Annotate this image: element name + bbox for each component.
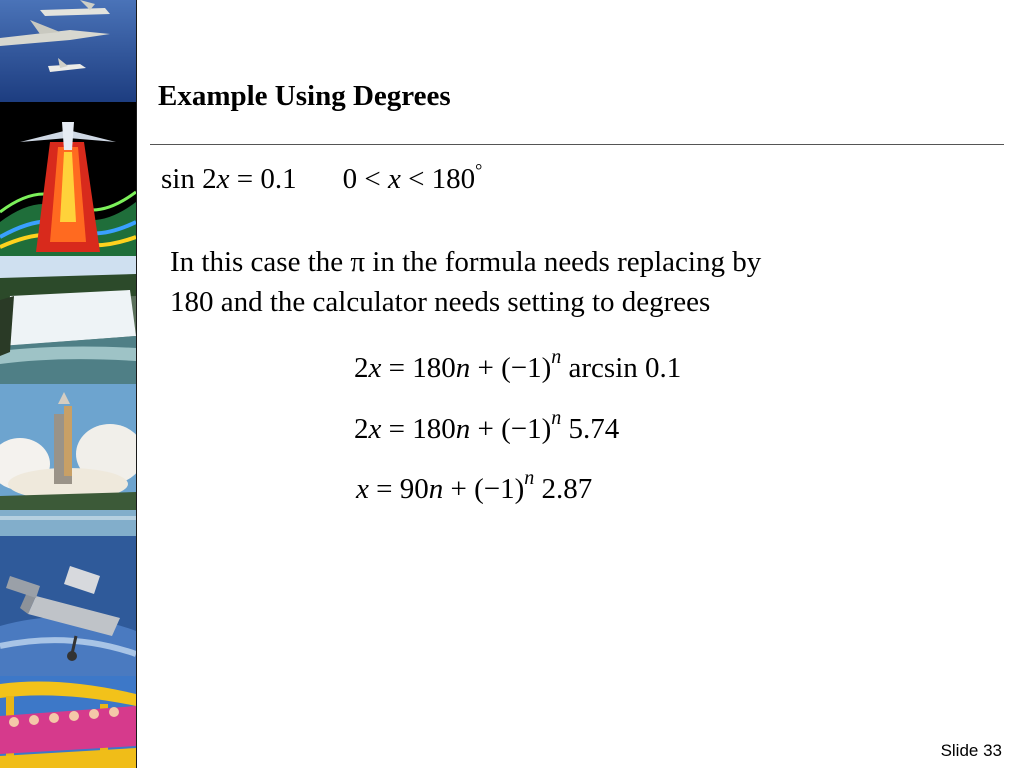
step-n: n [455,413,471,445]
degree-symbol: ° [475,160,483,180]
solution-step-3 [356,467,592,506]
slide-number: Slide 33 [940,741,1002,760]
step-mid: = 180 [381,413,456,445]
equation-variable: x [216,163,230,195]
step-lead: 2 [354,352,369,384]
step-variable: x [356,473,369,505]
step-mid: = 180 [381,352,456,384]
step-exponent: n [551,407,562,429]
explanation-paragraph [170,242,761,322]
paragraph-line: In this case the π in the formula needs replacing by [170,246,762,278]
step-lead: 2 [354,413,369,445]
step-n: n [428,473,444,505]
step-plus: + (−1) [443,473,525,505]
roller-coaster-photo [0,676,136,768]
left-image-strip [0,0,137,768]
step-mid: = 90 [368,473,429,505]
title-divider [150,144,1004,145]
step-variable: x [368,413,382,445]
step-tail: arcsin 0.1 [561,352,682,384]
step-n: n [455,352,471,384]
space-shuttle-launch-photo [0,384,136,536]
step-plus: + (−1) [470,413,552,445]
step-plus: + (−1) [470,352,552,384]
hubble-telescope-photo [0,536,136,676]
jet-flow-simulation-image [0,102,136,256]
equation-lhs: sin 2 [161,163,217,195]
range-variable: x [387,163,401,195]
aircraft-photo [0,0,136,102]
step-exponent: n [524,467,535,489]
range-right: < 180 [400,163,476,195]
range-left: 0 < [342,163,388,195]
step-tail: 2.87 [534,473,593,505]
solution-step-2 [354,407,619,446]
paragraph-line: 180 and the calculator needs setting to degrees [170,286,711,318]
waterfall-photo [0,256,136,384]
main-equation [161,160,482,196]
slide-title: Example Using Degrees [158,80,451,112]
solution-step-1 [354,346,681,385]
equation-rhs: = 0.1 [229,163,297,195]
step-tail: 5.74 [561,413,620,445]
step-variable: x [368,352,382,384]
step-exponent: n [551,346,562,368]
